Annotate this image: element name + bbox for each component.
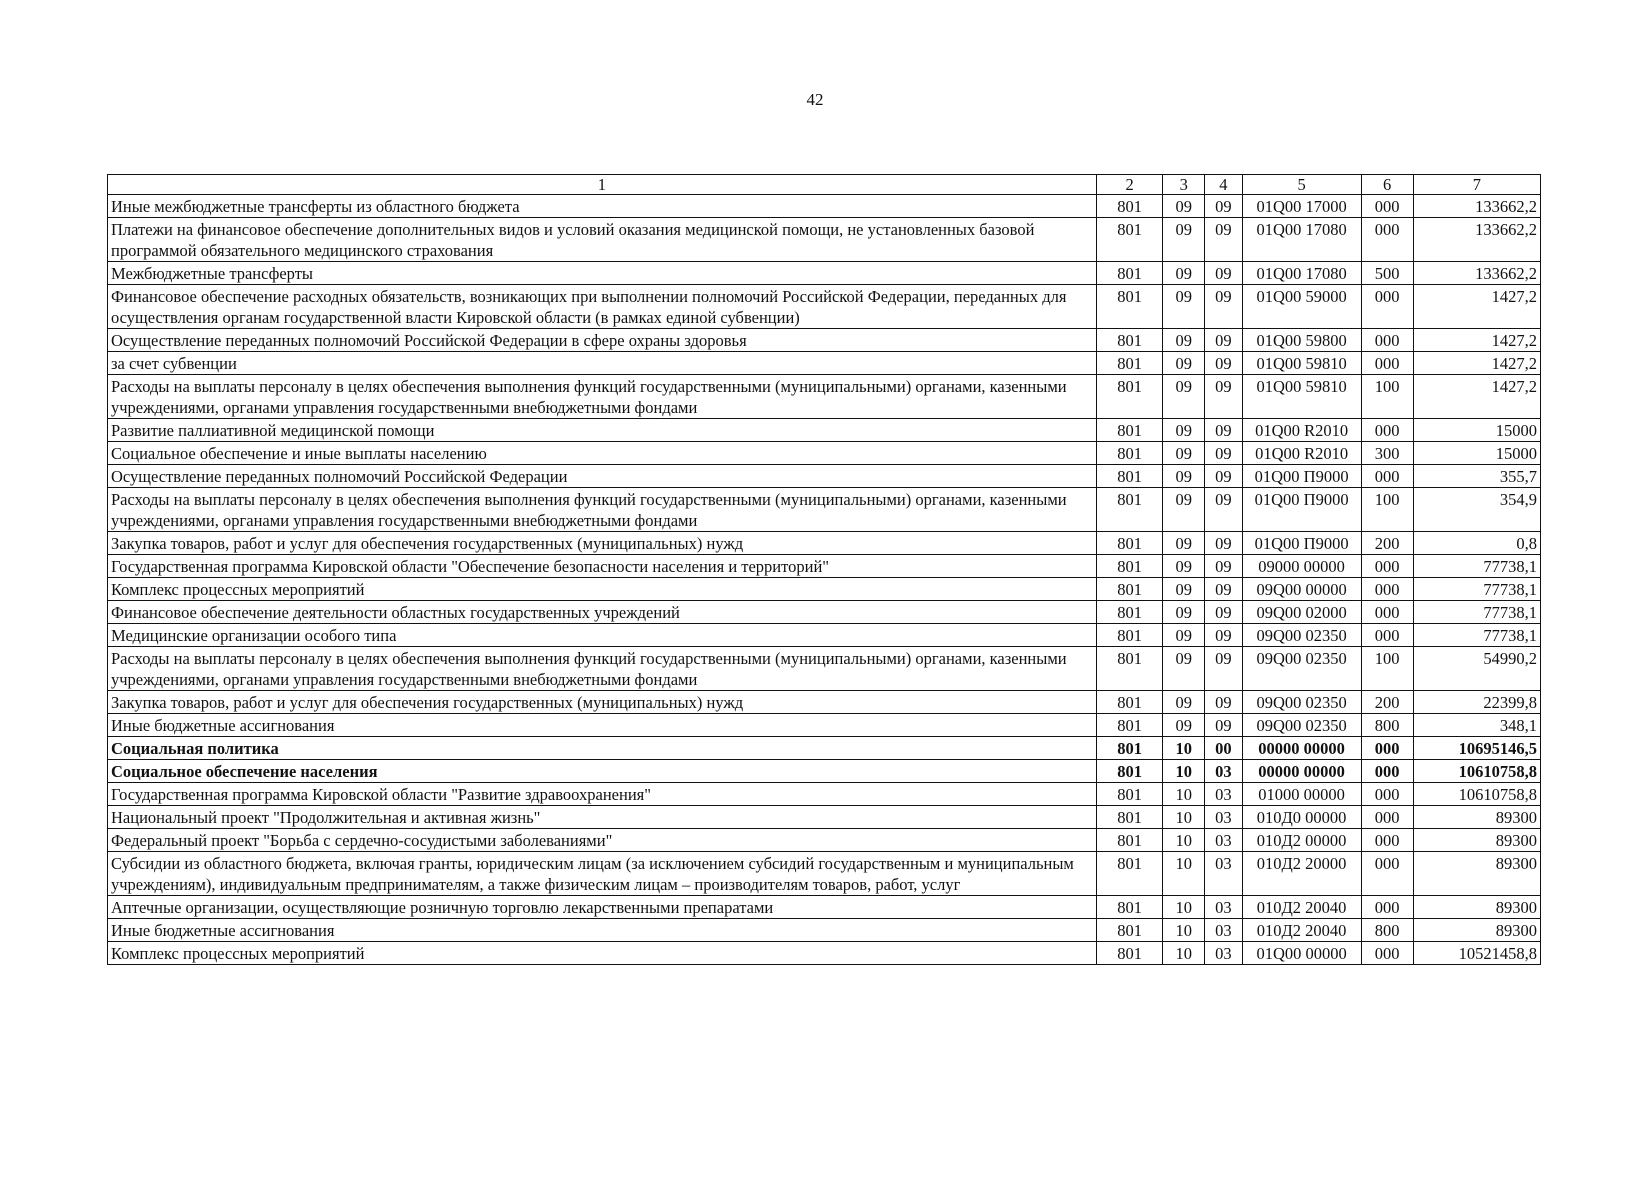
row-name-cell: Развитие паллиативной медицинской помощи — [108, 419, 1097, 442]
page-number: 42 — [806, 90, 824, 109]
table-row — [108, 647, 1541, 691]
target-article-cell: 09Q00 02350 — [1242, 624, 1361, 647]
row-name-cell: Государственная программа Кировской области "Обеспечение безопасности населения и территорий" — [108, 555, 1097, 578]
subsection-cell: 03 — [1205, 829, 1243, 852]
table-row — [108, 760, 1541, 783]
code-cell: 801 — [1096, 829, 1163, 852]
section-cell: 09 — [1163, 488, 1205, 532]
subsection-cell: 09 — [1205, 195, 1243, 218]
section-cell: 10 — [1163, 829, 1205, 852]
subsection-cell: 09 — [1205, 488, 1243, 532]
code-cell: 801 — [1096, 806, 1163, 829]
expense-type-cell: 000 — [1361, 195, 1413, 218]
target-article-cell: 09Q00 02350 — [1242, 691, 1361, 714]
budget-table — [107, 174, 1541, 965]
row-name-cell: Закупка товаров, работ и услуг для обеспечения государственных (муниципальных) нужд — [108, 691, 1097, 714]
section-cell: 09 — [1163, 195, 1205, 218]
table-row — [108, 806, 1541, 829]
row-name-cell: Расходы на выплаты персоналу в целях обеспечения выполнения функций государственными (муниципальными) органами, казенными учреждениями, органами управления государственными внебюджетными фондами — [108, 488, 1097, 532]
target-article-cell: 010Д2 20040 — [1242, 896, 1361, 919]
row-name-cell: Комплекс процессных мероприятий — [108, 942, 1097, 965]
subsection-cell: 09 — [1205, 352, 1243, 375]
subsection-cell: 09 — [1205, 647, 1243, 691]
subsection-cell: 03 — [1205, 806, 1243, 829]
row-name-cell: за счет субвенции — [108, 352, 1097, 375]
table-row — [108, 375, 1541, 419]
table-row — [108, 532, 1541, 555]
code-cell: 801 — [1096, 419, 1163, 442]
amount-cell: 89300 — [1413, 896, 1540, 919]
row-name-cell: Социальное обеспечение и иные выплаты населению — [108, 442, 1097, 465]
subsection-cell: 09 — [1205, 578, 1243, 601]
section-cell: 09 — [1163, 624, 1205, 647]
row-name-cell: Расходы на выплаты персоналу в целях обеспечения выполнения функций государственными (муниципальными) органами, казенными учреждениями, органами управления государственными внебюджетными фондами — [108, 375, 1097, 419]
code-cell: 801 — [1096, 262, 1163, 285]
expense-type-cell: 000 — [1361, 352, 1413, 375]
subsection-cell: 00 — [1205, 737, 1243, 760]
subsection-cell: 09 — [1205, 218, 1243, 262]
column-header: 3 — [1163, 175, 1205, 195]
subsection-cell: 09 — [1205, 555, 1243, 578]
subsection-cell: 03 — [1205, 942, 1243, 965]
row-name-cell: Аптечные организации, осуществляющие розничную торговлю лекарственными препаратами — [108, 896, 1097, 919]
amount-cell: 1427,2 — [1413, 329, 1540, 352]
expense-type-cell: 000 — [1361, 896, 1413, 919]
row-name-cell: Иные бюджетные ассигнования — [108, 714, 1097, 737]
amount-cell: 10695146,5 — [1413, 737, 1540, 760]
amount-cell: 1427,2 — [1413, 352, 1540, 375]
expense-type-cell: 000 — [1361, 942, 1413, 965]
target-article-cell: 09Q00 02350 — [1242, 714, 1361, 737]
section-cell: 09 — [1163, 352, 1205, 375]
section-cell: 09 — [1163, 329, 1205, 352]
table-row — [108, 419, 1541, 442]
expense-type-cell: 500 — [1361, 262, 1413, 285]
subsection-cell: 09 — [1205, 601, 1243, 624]
amount-cell: 77738,1 — [1413, 555, 1540, 578]
subsection-cell: 09 — [1205, 624, 1243, 647]
amount-cell: 133662,2 — [1413, 195, 1540, 218]
target-article-cell: 01Q00 59000 — [1242, 285, 1361, 329]
table-body — [108, 195, 1541, 965]
table-row — [108, 919, 1541, 942]
expense-type-cell: 000 — [1361, 852, 1413, 896]
expense-type-cell: 000 — [1361, 829, 1413, 852]
expense-type-cell: 000 — [1361, 285, 1413, 329]
section-cell: 10 — [1163, 919, 1205, 942]
table-row — [108, 691, 1541, 714]
expense-type-cell: 000 — [1361, 806, 1413, 829]
target-article-cell: 09Q00 00000 — [1242, 578, 1361, 601]
section-cell: 09 — [1163, 465, 1205, 488]
code-cell: 801 — [1096, 532, 1163, 555]
target-article-cell: 010Д2 20000 — [1242, 852, 1361, 896]
expense-type-cell: 000 — [1361, 419, 1413, 442]
subsection-cell: 09 — [1205, 465, 1243, 488]
target-article-cell: 01Q00 17080 — [1242, 262, 1361, 285]
section-cell: 09 — [1163, 578, 1205, 601]
table-row — [108, 601, 1541, 624]
table-row — [108, 737, 1541, 760]
section-cell: 09 — [1163, 601, 1205, 624]
expense-type-cell: 000 — [1361, 329, 1413, 352]
target-article-cell: 00000 00000 — [1242, 760, 1361, 783]
row-name-cell: Субсидии из областного бюджета, включая гранты, юридическим лицам (за исключением субсидий государственным и муниципальным учреждениям), индивидуальным предпринимателям, а также физическим лицам – производителям товаров, работ, услуг — [108, 852, 1097, 896]
target-article-cell: 01Q00 17080 — [1242, 218, 1361, 262]
subsection-cell: 09 — [1205, 691, 1243, 714]
expense-type-cell: 200 — [1361, 691, 1413, 714]
section-cell: 10 — [1163, 942, 1205, 965]
code-cell: 801 — [1096, 488, 1163, 532]
code-cell: 801 — [1096, 919, 1163, 942]
amount-cell: 10521458,8 — [1413, 942, 1540, 965]
expense-type-cell: 100 — [1361, 647, 1413, 691]
code-cell: 801 — [1096, 195, 1163, 218]
amount-cell: 133662,2 — [1413, 262, 1540, 285]
amount-cell: 15000 — [1413, 442, 1540, 465]
code-cell: 801 — [1096, 442, 1163, 465]
code-cell: 801 — [1096, 465, 1163, 488]
expense-type-cell: 000 — [1361, 465, 1413, 488]
column-header: 2 — [1096, 175, 1163, 195]
table-row — [108, 329, 1541, 352]
code-cell: 801 — [1096, 691, 1163, 714]
target-article-cell: 01Q00 П9000 — [1242, 465, 1361, 488]
target-article-cell: 01Q00 59810 — [1242, 375, 1361, 419]
row-name-cell: Иные бюджетные ассигнования — [108, 919, 1097, 942]
target-article-cell: 01Q00 П9000 — [1242, 532, 1361, 555]
target-article-cell: 01Q00 R2010 — [1242, 419, 1361, 442]
table-row — [108, 942, 1541, 965]
expense-type-cell: 000 — [1361, 760, 1413, 783]
subsection-cell: 09 — [1205, 714, 1243, 737]
row-name-cell: Финансовое обеспечение расходных обязательств, возникающих при выполнении полномочий Российской Федерации, переданных для осуществления органам государственной власти Кировской области (в рамках единой субвенции) — [108, 285, 1097, 329]
section-cell: 09 — [1163, 285, 1205, 329]
code-cell: 801 — [1096, 601, 1163, 624]
amount-cell: 10610758,8 — [1413, 760, 1540, 783]
section-cell: 09 — [1163, 647, 1205, 691]
target-article-cell: 010Д2 20040 — [1242, 919, 1361, 942]
section-cell: 09 — [1163, 419, 1205, 442]
code-cell: 801 — [1096, 852, 1163, 896]
expense-type-cell: 000 — [1361, 624, 1413, 647]
row-name-cell: Государственная программа Кировской области "Развитие здравоохранения" — [108, 783, 1097, 806]
subsection-cell: 09 — [1205, 532, 1243, 555]
expense-type-cell: 100 — [1361, 375, 1413, 419]
table-row — [108, 829, 1541, 852]
amount-cell: 22399,8 — [1413, 691, 1540, 714]
target-article-cell: 01Q00 R2010 — [1242, 442, 1361, 465]
expense-type-cell: 000 — [1361, 783, 1413, 806]
amount-cell: 89300 — [1413, 919, 1540, 942]
table-row — [108, 195, 1541, 218]
expense-type-cell: 000 — [1361, 218, 1413, 262]
amount-cell: 10610758,8 — [1413, 783, 1540, 806]
expense-type-cell: 000 — [1361, 578, 1413, 601]
column-header: 1 — [108, 175, 1097, 195]
amount-cell: 89300 — [1413, 806, 1540, 829]
code-cell: 801 — [1096, 624, 1163, 647]
amount-cell: 1427,2 — [1413, 375, 1540, 419]
row-name-cell: Социальное обеспечение населения — [108, 760, 1097, 783]
column-header: 6 — [1361, 175, 1413, 195]
subsection-cell: 03 — [1205, 896, 1243, 919]
amount-cell: 0,8 — [1413, 532, 1540, 555]
target-article-cell: 09Q00 02350 — [1242, 647, 1361, 691]
row-name-cell: Межбюджетные трансферты — [108, 262, 1097, 285]
row-name-cell: Осуществление переданных полномочий Российской Федерации в сфере охраны здоровья — [108, 329, 1097, 352]
amount-cell: 54990,2 — [1413, 647, 1540, 691]
section-cell: 10 — [1163, 806, 1205, 829]
code-cell: 801 — [1096, 578, 1163, 601]
subsection-cell: 03 — [1205, 783, 1243, 806]
subsection-cell: 09 — [1205, 329, 1243, 352]
section-cell: 09 — [1163, 375, 1205, 419]
table-row — [108, 352, 1541, 375]
subsection-cell: 03 — [1205, 919, 1243, 942]
section-cell: 09 — [1163, 218, 1205, 262]
row-name-cell: Расходы на выплаты персоналу в целях обеспечения выполнения функций государственными (муниципальными) органами, казенными учреждениями, органами управления государственными внебюджетными фондами — [108, 647, 1097, 691]
target-article-cell: 09Q00 02000 — [1242, 601, 1361, 624]
amount-cell: 133662,2 — [1413, 218, 1540, 262]
code-cell: 801 — [1096, 218, 1163, 262]
subsection-cell: 03 — [1205, 760, 1243, 783]
code-cell: 801 — [1096, 555, 1163, 578]
table-row — [108, 465, 1541, 488]
amount-cell: 77738,1 — [1413, 624, 1540, 647]
code-cell: 801 — [1096, 352, 1163, 375]
code-cell: 801 — [1096, 285, 1163, 329]
code-cell: 801 — [1096, 896, 1163, 919]
amount-cell: 77738,1 — [1413, 578, 1540, 601]
target-article-cell: 01Q00 59800 — [1242, 329, 1361, 352]
section-cell: 09 — [1163, 442, 1205, 465]
target-article-cell: 010Д0 00000 — [1242, 806, 1361, 829]
row-name-cell: Национальный проект "Продолжительная и активная жизнь" — [108, 806, 1097, 829]
target-article-cell: 01Q00 П9000 — [1242, 488, 1361, 532]
section-cell: 09 — [1163, 691, 1205, 714]
table-row — [108, 218, 1541, 262]
row-name-cell: Закупка товаров, работ и услуг для обеспечения государственных (муниципальных) нужд — [108, 532, 1097, 555]
table-row — [108, 624, 1541, 647]
code-cell: 801 — [1096, 737, 1163, 760]
section-cell: 09 — [1163, 262, 1205, 285]
expense-type-cell: 300 — [1361, 442, 1413, 465]
row-name-cell: Осуществление переданных полномочий Российской Федерации — [108, 465, 1097, 488]
column-header: 7 — [1413, 175, 1540, 195]
amount-cell: 89300 — [1413, 852, 1540, 896]
target-article-cell: 010Д2 00000 — [1242, 829, 1361, 852]
row-name-cell: Финансовое обеспечение деятельности областных государственных учреждений — [108, 601, 1097, 624]
table-row — [108, 285, 1541, 329]
code-cell: 801 — [1096, 375, 1163, 419]
column-header: 4 — [1205, 175, 1243, 195]
table-row — [108, 783, 1541, 806]
code-cell: 801 — [1096, 783, 1163, 806]
table-row — [108, 896, 1541, 919]
expense-type-cell: 000 — [1361, 601, 1413, 624]
amount-cell: 1427,2 — [1413, 285, 1540, 329]
section-cell: 09 — [1163, 555, 1205, 578]
subsection-cell: 09 — [1205, 262, 1243, 285]
subsection-cell: 09 — [1205, 442, 1243, 465]
section-cell: 10 — [1163, 852, 1205, 896]
section-cell: 10 — [1163, 783, 1205, 806]
expense-type-cell: 800 — [1361, 919, 1413, 942]
expense-type-cell: 100 — [1361, 488, 1413, 532]
table-row — [108, 578, 1541, 601]
expense-type-cell: 800 — [1361, 714, 1413, 737]
target-article-cell: 01Q00 59810 — [1242, 352, 1361, 375]
subsection-cell: 09 — [1205, 285, 1243, 329]
table-row — [108, 714, 1541, 737]
subsection-cell: 03 — [1205, 852, 1243, 896]
row-name-cell: Социальная политика — [108, 737, 1097, 760]
table-row — [108, 555, 1541, 578]
target-article-cell: 09000 00000 — [1242, 555, 1361, 578]
section-cell: 10 — [1163, 760, 1205, 783]
amount-cell: 89300 — [1413, 829, 1540, 852]
section-cell: 09 — [1163, 532, 1205, 555]
amount-cell: 15000 — [1413, 419, 1540, 442]
row-name-cell: Платежи на финансовое обеспечение дополнительных видов и условий оказания медицинской помощи, не установленных базовой программой обязательного медицинского страхования — [108, 218, 1097, 262]
table-row — [108, 262, 1541, 285]
section-cell: 10 — [1163, 896, 1205, 919]
amount-cell: 77738,1 — [1413, 601, 1540, 624]
section-cell: 09 — [1163, 714, 1205, 737]
amount-cell: 355,7 — [1413, 465, 1540, 488]
row-name-cell: Иные межбюджетные трансферты из областного бюджета — [108, 195, 1097, 218]
target-article-cell: 01Q00 00000 — [1242, 942, 1361, 965]
code-cell: 801 — [1096, 714, 1163, 737]
table-row — [108, 442, 1541, 465]
target-article-cell: 01Q00 17000 — [1242, 195, 1361, 218]
code-cell: 801 — [1096, 942, 1163, 965]
code-cell: 801 — [1096, 647, 1163, 691]
expense-type-cell: 000 — [1361, 737, 1413, 760]
code-cell: 801 — [1096, 329, 1163, 352]
table-row — [108, 852, 1541, 896]
column-header: 5 — [1242, 175, 1361, 195]
target-article-cell: 00000 00000 — [1242, 737, 1361, 760]
code-cell: 801 — [1096, 760, 1163, 783]
subsection-cell: 09 — [1205, 419, 1243, 442]
row-name-cell: Медицинские организации особого типа — [108, 624, 1097, 647]
amount-cell: 348,1 — [1413, 714, 1540, 737]
table-row — [108, 488, 1541, 532]
table-header-row — [108, 175, 1541, 195]
row-name-cell: Комплекс процессных мероприятий — [108, 578, 1097, 601]
amount-cell: 354,9 — [1413, 488, 1540, 532]
expense-type-cell: 000 — [1361, 555, 1413, 578]
expense-type-cell: 200 — [1361, 532, 1413, 555]
section-cell: 10 — [1163, 737, 1205, 760]
target-article-cell: 01000 00000 — [1242, 783, 1361, 806]
row-name-cell: Федеральный проект "Борьба с сердечно-сосудистыми заболеваниями" — [108, 829, 1097, 852]
subsection-cell: 09 — [1205, 375, 1243, 419]
